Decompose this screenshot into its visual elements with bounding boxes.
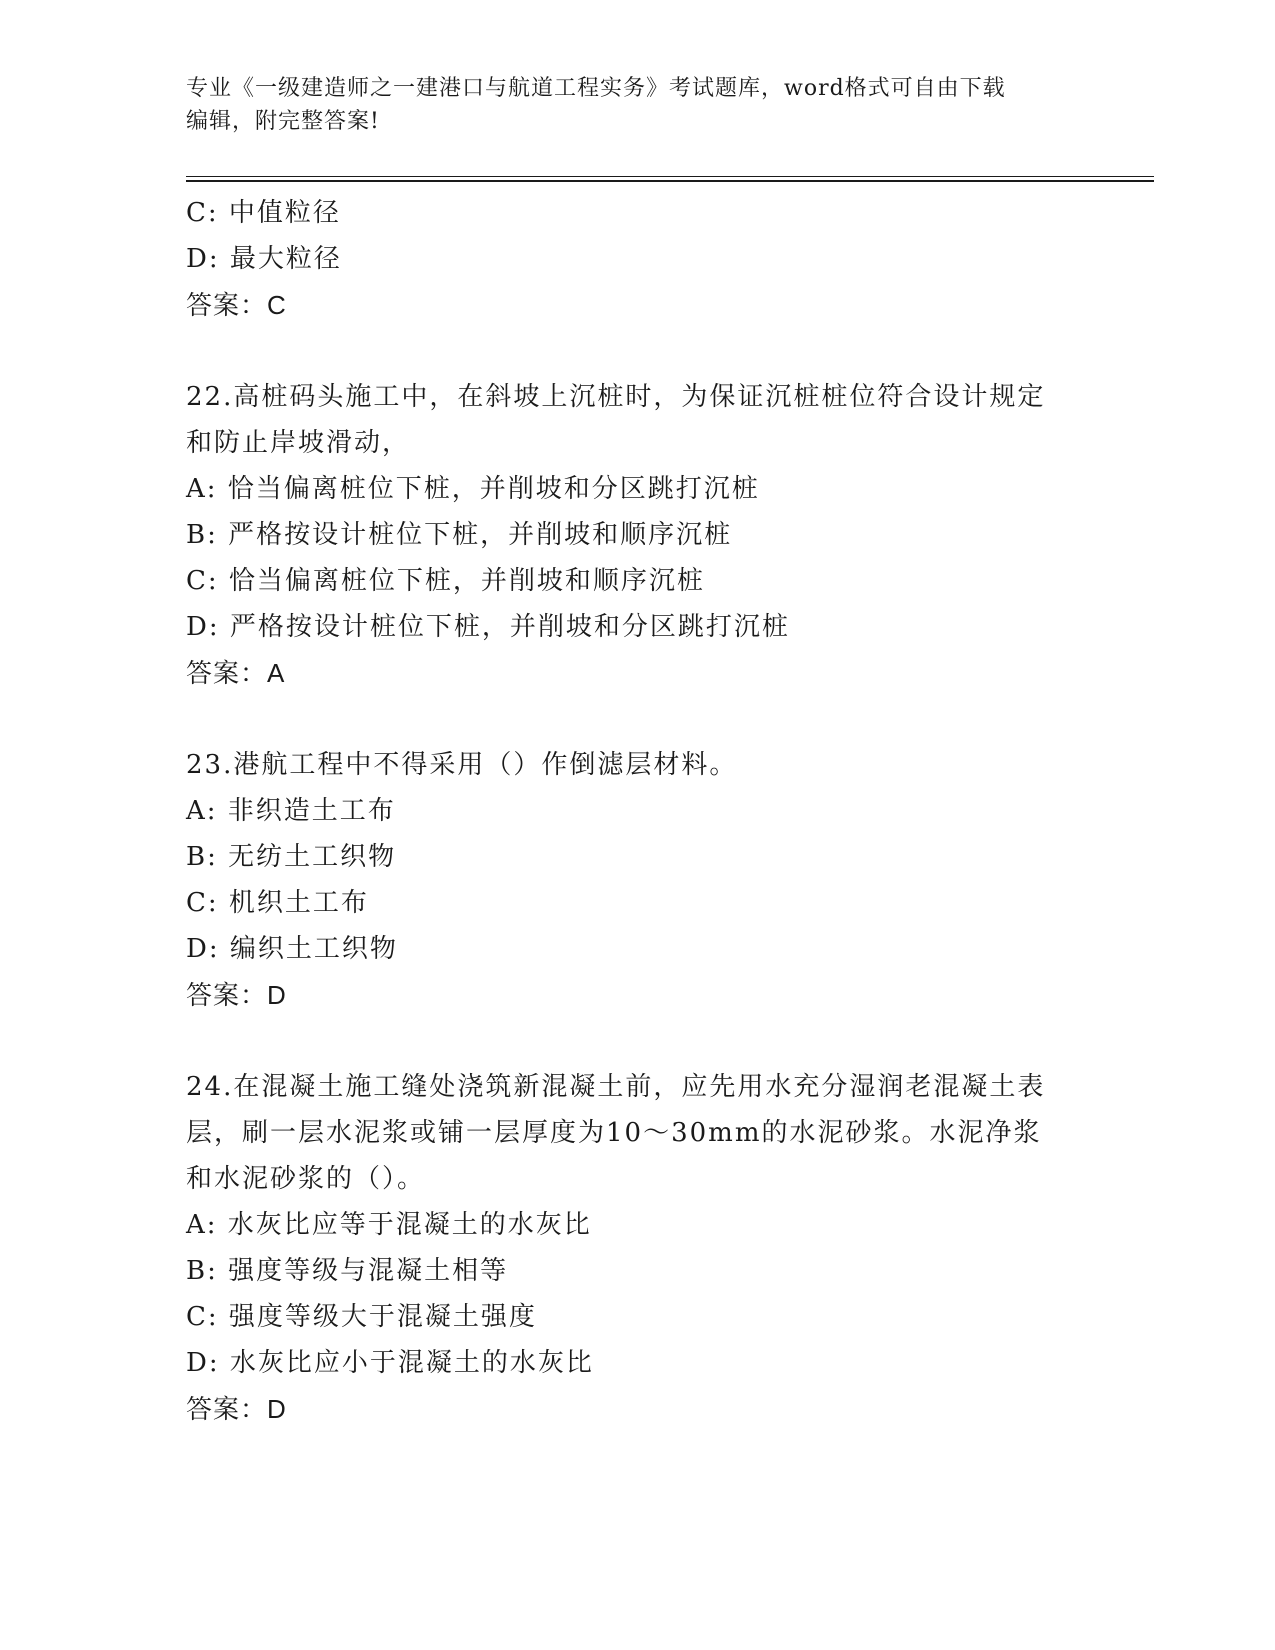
option-c: C: 恰当偏离桩位下桩，并削坡和顺序沉桩 — [186, 566, 705, 596]
question-text: 23.港航工程中不得采用（）作倒滤层材料。 — [186, 750, 738, 780]
option-a: A: 恰当偏离桩位下桩，并削坡和分区跳打沉桩 — [186, 474, 760, 504]
question-text: 22.高桩码头施工中，在斜坡上沉桩时，为保证沉桩桩位符合设计规定和防止岸坡滑动， — [186, 382, 1046, 458]
document-header — [186, 72, 1066, 138]
option-b: B: 强度等级与混凝土相等 — [186, 1256, 509, 1286]
question-21-continuation — [186, 190, 1086, 328]
question-24 — [186, 1064, 1086, 1432]
option-b: B: 严格按设计桩位下桩，并削坡和顺序沉桩 — [186, 520, 733, 550]
answer: 答案：C — [186, 290, 287, 320]
header-line-2: 编辑，附完整答案! — [186, 109, 380, 134]
answer: 答案：D — [186, 980, 287, 1010]
spacer — [186, 1018, 1086, 1064]
answer: 答案：A — [186, 658, 286, 688]
option-d: D: 严格按设计桩位下桩，并削坡和分区跳打沉桩 — [186, 612, 790, 642]
option-b: B: 无纺土工织物 — [186, 842, 397, 872]
answer: 答案：D — [186, 1394, 287, 1424]
option-d: D: 水灰比应小于混凝土的水灰比 — [186, 1348, 594, 1378]
option-c: C: 机织土工布 — [186, 888, 369, 918]
question-23 — [186, 742, 1086, 1018]
question-text: 24.在混凝土施工缝处浇筑新混凝土前，应先用水充分湿润老混凝土表层，刷一层水泥浆或铺一层厚度为10～30mm的水泥砂浆。水泥净浆和水泥砂浆的（）。 — [186, 1072, 1046, 1194]
spacer — [186, 696, 1086, 742]
header-divider-thin — [186, 176, 1154, 177]
option-c: C: 中值粒径 — [186, 198, 341, 228]
option-a: A: 水灰比应等于混凝土的水灰比 — [186, 1210, 592, 1240]
question-list — [186, 190, 1086, 1432]
option-d: D: 编织土工织物 — [186, 934, 398, 964]
option-d: D: 最大粒径 — [186, 244, 342, 274]
option-c: C: 强度等级大于混凝土强度 — [186, 1302, 537, 1332]
header-line-1: 专业《一级建造师之一建港口与航道工程实务》考试题库，word格式可自由下载 — [186, 76, 1006, 101]
header-divider-thick — [186, 180, 1154, 182]
spacer — [186, 328, 1086, 374]
question-22 — [186, 374, 1086, 696]
option-a: A: 非织造土工布 — [186, 796, 396, 826]
